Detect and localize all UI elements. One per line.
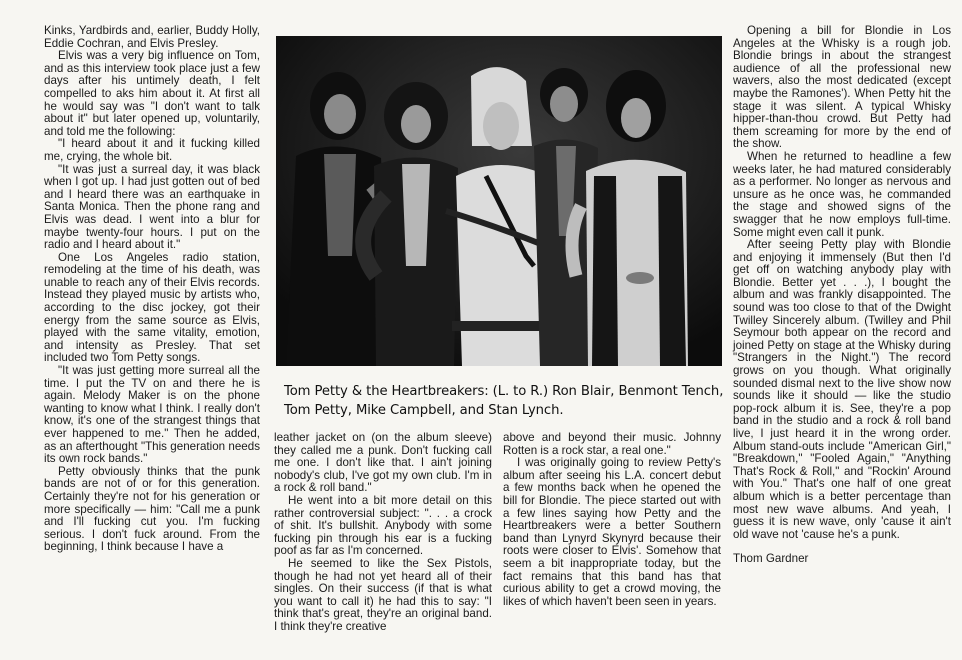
paragraph: When he returned to headline a few weeks later, he had matured considerably as a performer. No longer as nervous and unsure as he once was, he commanded the stage and showed signs of the swagger that he now employs full-time. Some might even call it punk. bbox=[733, 149, 951, 239]
byline: Thom Gardner bbox=[733, 552, 809, 566]
article-column-1 bbox=[44, 25, 260, 554]
paragraph: Opening a bill for Blondie in Los Angeles at the Whisky is a rough job. Blondie brings in about the strangest audience of all the professional new wavers, also the most dedicated (except maybe the Ramones'). When Petty hit the stage it was silent. A typical Whisky hipper-than-thou crowd. But Petty had them screaming for more by the end of the show. bbox=[733, 24, 951, 151]
article-column-3 bbox=[503, 432, 721, 608]
paragraph: He seemed to like the Sex Pistols, though he had not yet heard all of their singles. On their success (if that is what you want to call it) he had this to say: "I think that's great, they're an original band. I think they're creative bbox=[274, 556, 492, 633]
band-photo-image bbox=[276, 36, 722, 366]
band-photo bbox=[276, 36, 722, 366]
paragraph: After seeing Petty play with Blondie and enjoying it immensely (But then I'd get off on watching anybody play with Blondie. Better yet . . .), I bought the album and was frankly disappointed. The sound was too close to that of the Dwight Twilley Sincerely album. (Twilley and Phil Seymour both appear on the record and joined Petty on stage at the Whisky during "Strangers in the Night.") The record grows on you though. What originally sounded dismal next to the live show now sounds like it should — like the studio pop-rock album it is. See, they're a pop band in the studio and a rock & roll band live, I just heard it in the wrong order. Album stand-outs include "American Girl," "Breakdown," "Fooled Again," "Anything That's Rock & Roll," and "Rockin' Around with You." That's one half of one great album which is a better percentage than most new wave albums. And yeah, I guess it is new wave, only 'cause it ain't old wave not 'cause he's a punk. bbox=[733, 238, 951, 541]
paragraph: He went into a bit more detail on this rather controversial subject: ". . . a crock of shit. It's bullshit. Anybody with some fucking pin through his ear is a fucking poof as far as I'm concerned. bbox=[274, 493, 492, 558]
paragraph: leather jacket on (on the album sleeve) they called me a punk. Don't fucking call me one. I don't like that. I ain't joining nobody's club, I've got my own club. I'm in a rock & roll band." bbox=[274, 431, 492, 495]
paragraph: Elvis was a very big influence on Tom, and as this interview took place just a few days after his untimely death, I felt compelled to aks him about it. At first all he would say was "I don't want to talk about it" but later opened up, voluntarily, and told me the following: bbox=[44, 49, 260, 138]
paragraph: "I heard about it and it fucking killed me, crying, the whole bit. bbox=[44, 137, 260, 163]
paragraph: Kinks, Yardbirds and, earlier, Buddy Holly, Eddie Cochran, and Elvis Presley. bbox=[44, 24, 260, 50]
paragraph: "It was just getting more surreal all the time. I put the TV on and there he is again. Melody Maker is on the phone wanting to know what I think. I really don't know, it's one of the strangest things that ever happened to me." Then he added, as an afterthought "This generation needs its own rock bands." bbox=[44, 364, 260, 466]
paragraph: One Los Angeles radio station, remodeling at the time of his death, was unable to reach any of their Elvis records. Instead they played music by artists who, according to the disc jockey, got their energy from the same source as Elvis, played with the same vitality, emotion, and intensity as Presley. That set included two Tom Petty songs. bbox=[44, 250, 260, 365]
paragraph: I was originally going to review Petty's album after seeing his L.A. concert debut a few months back when he opened the bill for Blondie. The piece started out with a few lines saying how Petty and the Heartbreakers were a better Southern band than Lynyrd Skynyrd because their roots were closer to Elvis'. Somehow that seem a bit inappropriate today, but the fact remains that this band has that curious ability to get a crowd moving, the likes of which haven't been seen in years. bbox=[503, 456, 721, 608]
article-column-4 bbox=[733, 25, 951, 566]
paragraph: above and beyond their music. Johnny Rotten is a rock star, a real one." bbox=[503, 431, 721, 457]
paragraph: "It was just a surreal day, it was black when I got up. I had just gotten out of bed and I heard there was an earthquake in Santa Monica. Then the phone rang and Elvis was dead. I went into a blur for maybe twenty-four hours. I put on the radio and I heard about it." bbox=[44, 162, 260, 252]
article-column-2 bbox=[274, 432, 492, 634]
paragraph: Petty obviously thinks that the punk bands are not of or for this generation. Certainly they're not for his generation or more specifically — him: "Call me a punk and I'll fucking cut you. I'm fucking serious. I don't fuck around. From the beginning, I think because I have a bbox=[44, 464, 260, 554]
photo-caption: Tom Petty & the Heartbreakers: (L. to R.) Ron Blair, Benmont Tench, Tom Petty, Mike Campbell, and Stan Lynch. bbox=[284, 384, 724, 418]
